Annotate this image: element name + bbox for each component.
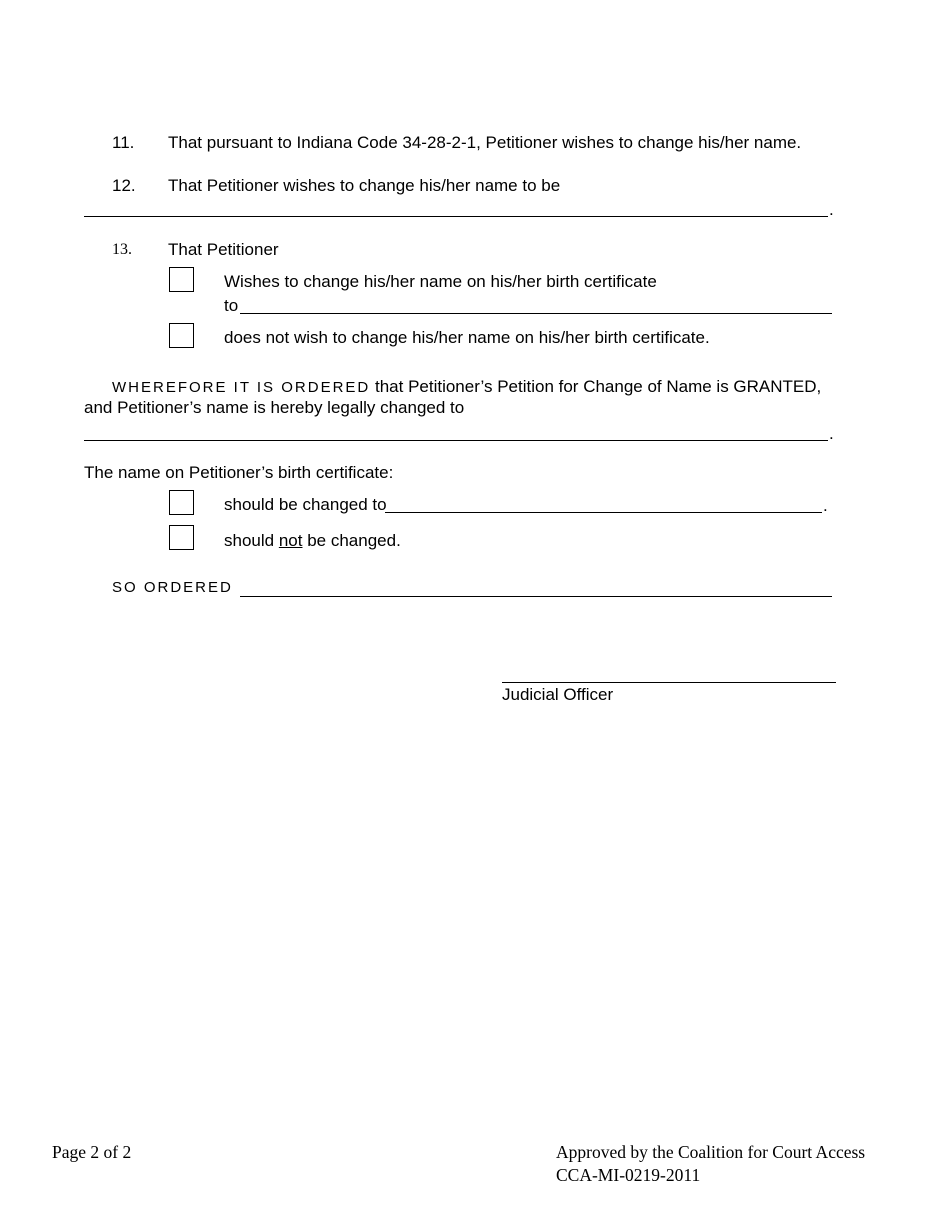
wherefore-text-2: and Petitioner’s name is hereby legally changed to (84, 398, 465, 417)
should-change-label: should be changed to (224, 495, 387, 514)
so-ordered-blank[interactable] (240, 596, 832, 597)
wish-change-birth-cert-checkbox[interactable] (169, 267, 194, 292)
should-not-change-checkbox[interactable] (169, 525, 194, 550)
item-13-text: That Petitioner (168, 240, 279, 259)
new-name-blank[interactable] (84, 216, 828, 217)
should-change-period: . (823, 496, 828, 515)
item-11-number: 11. (112, 133, 135, 152)
item-13-number: 13. (112, 241, 132, 258)
should-change-checkbox[interactable] (169, 490, 194, 515)
wish-change-label: Wishes to change his/her name on his/her birth certificate (224, 272, 657, 291)
so-ordered-label: SO ORDERED (112, 579, 233, 596)
legal-name-blank[interactable] (84, 440, 828, 441)
signature-line[interactable] (502, 682, 836, 683)
item-12-text: That Petitioner wishes to change his/her name to be (168, 176, 561, 195)
form-code: CCA-MI-0219-2011 (556, 1165, 701, 1185)
page-number: Page 2 of 2 (52, 1142, 132, 1162)
wherefore-heading: WHEREFORE IT IS ORDERED (112, 379, 371, 396)
not-word: not (278, 531, 303, 550)
item-12-number: 12. (112, 176, 136, 195)
wherefore-text-1: that Petitioner’s Petition for Change of Name is GRANTED, (374, 377, 822, 396)
should-change-blank[interactable] (385, 512, 822, 513)
approved-by: Approved by the Coalition for Court Access (556, 1142, 866, 1162)
not-wish-change-label: does not wish to change his/her name on his/her birth certificate. (224, 328, 710, 347)
should-not-change-label (224, 531, 401, 551)
new-name-period: . (829, 200, 834, 219)
birth-cert-name-blank[interactable] (240, 313, 832, 314)
birth-cert-heading: The name on Petitioner’s birth certificate: (84, 463, 394, 482)
legal-name-period: . (829, 424, 834, 443)
item-11-text: That pursuant to Indiana Code 34-28-2-1, Petitioner wishes to change his/her name. (168, 133, 802, 152)
wherefore-line-1 (112, 377, 821, 397)
should-word: should (224, 531, 275, 550)
judicial-officer-label: Judicial Officer (502, 685, 614, 704)
not-wish-change-checkbox[interactable] (169, 323, 194, 348)
wish-change-to-label: to (224, 296, 239, 315)
be-changed-word: be changed. (307, 531, 401, 550)
